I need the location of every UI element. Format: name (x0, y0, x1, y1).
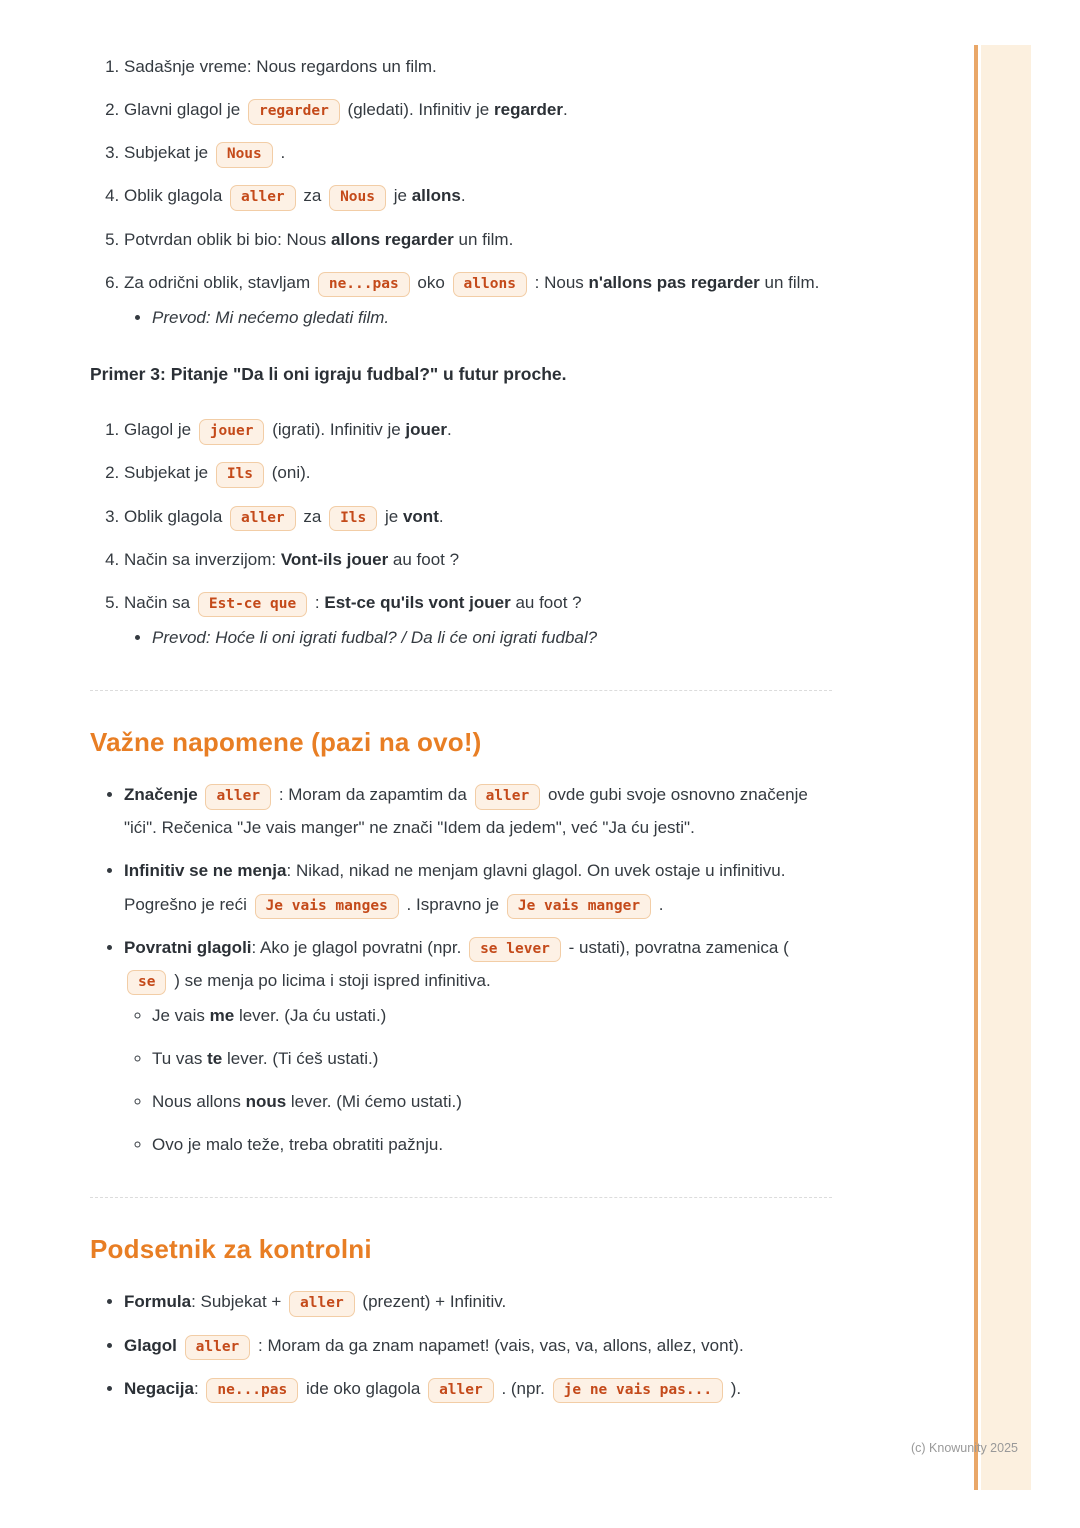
bold-text: Formula (124, 1292, 192, 1312)
text-run: un film. (759, 272, 820, 292)
sublist (124, 301, 832, 334)
code-chip: regarder (248, 99, 340, 125)
code-chip: se (127, 970, 166, 996)
bold-text: allons regarder (330, 229, 454, 249)
example2-steps (90, 50, 832, 334)
bold-text: Infinitiv se ne menja (124, 861, 287, 881)
text-run: lever. (Ti ćeš ustati.) (222, 1049, 379, 1069)
reminder-list (90, 1285, 832, 1404)
bold-text: jouer (405, 420, 447, 440)
list-item (124, 179, 832, 212)
sublist (124, 621, 832, 654)
text-run: : Moram da zapamtim da (274, 785, 472, 805)
text-run: : Nikad, nikad ne menjam glavni glagol. On uvek ostaje u infinitivu. Pogrešno je reći (124, 861, 786, 914)
list-item (124, 50, 832, 83)
list-item (124, 136, 832, 169)
text-run: . (438, 506, 444, 526)
text-run: au foot ? (388, 549, 460, 569)
code-chip: Ils (216, 462, 264, 488)
code-chip: allons (453, 272, 527, 298)
text-run: (prezent) + Infinitiv. (357, 1292, 507, 1312)
bold-text: regarder (494, 100, 563, 120)
list-item (152, 1085, 832, 1118)
text-run: (oni). (267, 463, 311, 483)
text-run: Subjekat je (124, 463, 213, 483)
text-run: : (310, 592, 325, 612)
text-run: ide oko glagola (301, 1378, 426, 1398)
bold-text: Značenje (124, 785, 198, 805)
list-item (152, 1042, 832, 1075)
section-divider (90, 690, 832, 691)
text-run: : Moram da ga znam napamet! (vais, vas, va, allons, allez, vont). (253, 1335, 744, 1355)
code-chip: ne...pas (206, 1378, 298, 1404)
code-chip: aller (230, 506, 296, 532)
reminder-heading: Podsetnik za kontrolni (90, 1234, 372, 1265)
bold-text: Est-ce qu'ils vont jouer (324, 592, 511, 612)
section-divider (90, 1197, 832, 1198)
list-item (124, 1329, 832, 1362)
code-chip: aller (185, 1335, 251, 1361)
text-run: Način sa inverzijom: (124, 549, 281, 569)
text-run: un film. (453, 229, 514, 249)
text-run: Oblik glagola (124, 186, 228, 206)
bold-text: Negacija (124, 1378, 194, 1398)
list-item (124, 1285, 832, 1318)
text-run: . (npr. (496, 1378, 550, 1398)
notes-content (90, 50, 832, 1415)
bold-text: allons (411, 186, 461, 206)
list-item (124, 778, 832, 844)
text-run: Tu vas (152, 1049, 208, 1069)
text-run: lever. (Mi ćemo ustati.) (286, 1092, 462, 1112)
text-run: (gledati). Infinitiv je (342, 100, 494, 120)
text-run: : Subjekat + (191, 1292, 287, 1312)
text-run: Ovo je malo teže, treba obratiti pažnju. (152, 1135, 444, 1155)
list-item (124, 931, 832, 1162)
text-run: ) se menja po licima i stoji ispred infinitiva. (169, 970, 491, 990)
text-run: ). (726, 1378, 742, 1398)
code-chip: aller (230, 185, 296, 211)
text-run: Način sa (124, 592, 195, 612)
example3-steps (90, 413, 832, 654)
bold-text: nous (245, 1092, 287, 1112)
code-chip: aller (428, 1378, 494, 1404)
list-item (124, 586, 832, 654)
text-run: oko (412, 272, 450, 292)
text-run: Prevod: Hoće li oni igrati fudbal? / Da li će oni igrati fudbal? (152, 627, 598, 647)
text-run: Za odrični oblik, stavljam (124, 272, 315, 292)
text-run: : Nous (529, 272, 589, 292)
list-item (124, 1372, 832, 1405)
code-chip: se lever (469, 937, 561, 963)
text-run: . (446, 420, 452, 440)
text-run: : (193, 1378, 204, 1398)
code-chip: jouer (199, 419, 265, 445)
code-chip: aller (289, 1291, 355, 1317)
list-item (124, 223, 832, 256)
code-chip: ne...pas (318, 272, 410, 298)
text-run: ovde gubi svoje osnovno značenje "ići". Rečenica "Je vais manger" ne znači "Idem da jedem", već "Ja ću jesti". (124, 785, 808, 838)
important-notes-heading: Važne napomene (pazi na ovo!) (90, 727, 482, 758)
important-notes-list (90, 778, 832, 1161)
text-run: au foot ? (510, 592, 582, 612)
text-run: Prevod: Mi nećemo gledati film. (152, 307, 390, 327)
text-run (198, 785, 203, 804)
list-item (124, 500, 832, 533)
text-run: . (460, 186, 466, 206)
text-run: Glavni glagol je (124, 100, 245, 120)
code-chip: Ils (329, 506, 377, 532)
code-chip: Nous (329, 185, 386, 211)
list-item (124, 456, 832, 489)
text-run: (igrati). Infinitiv je (267, 420, 406, 440)
text-run: Potvrdan oblik bi bio: Nous (124, 229, 331, 249)
text-run: : Ako je glagol povratni (npr. (251, 937, 467, 957)
text-run: . (654, 894, 664, 914)
list-item (124, 854, 832, 920)
list-item (124, 413, 832, 446)
code-chip: aller (475, 784, 541, 810)
page-edge-line (974, 45, 978, 1490)
list-item (124, 266, 832, 334)
text-run: je (389, 186, 412, 206)
text-run: Glagol je (124, 420, 196, 440)
copyright-watermark: (c) Knowunity 2025 (910, 1441, 1018, 1455)
code-chip: je ne vais pas... (553, 1378, 723, 1404)
text-run: - ustati), povratna zamenica ( (563, 937, 789, 957)
text-run: za (298, 186, 327, 206)
text-run: Oblik glagola (124, 506, 228, 526)
text-run: Je vais (152, 1005, 210, 1025)
bold-text: n'allons pas regarder (588, 272, 760, 292)
code-chip: Je vais manger (507, 894, 651, 920)
bold-text: vont (402, 506, 439, 526)
list-item (152, 999, 832, 1032)
sublist (124, 999, 832, 1162)
list-item (152, 301, 832, 334)
example3-heading: Primer 3: Pitanje "Da li oni igraju fudbal?" u futur proche. (90, 363, 567, 384)
text-run: Nous allons (152, 1092, 246, 1112)
text-run: za (298, 506, 327, 526)
text-run (177, 1336, 182, 1355)
code-chip: Est-ce que (198, 592, 307, 618)
bold-text: Povratni glagoli (124, 937, 252, 957)
list-item (152, 1128, 832, 1161)
text-run: . (275, 143, 286, 163)
bold-text: me (209, 1005, 235, 1025)
text-run: je (380, 506, 403, 526)
list-item (124, 93, 832, 126)
text-run: lever. (Ja ću ustati.) (234, 1005, 387, 1025)
code-chip: Je vais manges (255, 894, 399, 920)
bold-text: Glagol (124, 1335, 177, 1355)
text-run: . (562, 100, 568, 120)
code-chip: Nous (216, 142, 273, 168)
list-item (152, 621, 832, 654)
bold-text: Vont-ils jouer (280, 549, 389, 569)
list-item (124, 543, 832, 576)
text-run: Subjekat je (124, 143, 213, 163)
code-chip: aller (205, 784, 271, 810)
text-run: . Ispravno je (401, 894, 504, 914)
bold-text: te (207, 1049, 223, 1069)
text-run: Sadašnje vreme: Nous regardons un film. (124, 57, 437, 76)
page-edge-band (981, 45, 1031, 1490)
